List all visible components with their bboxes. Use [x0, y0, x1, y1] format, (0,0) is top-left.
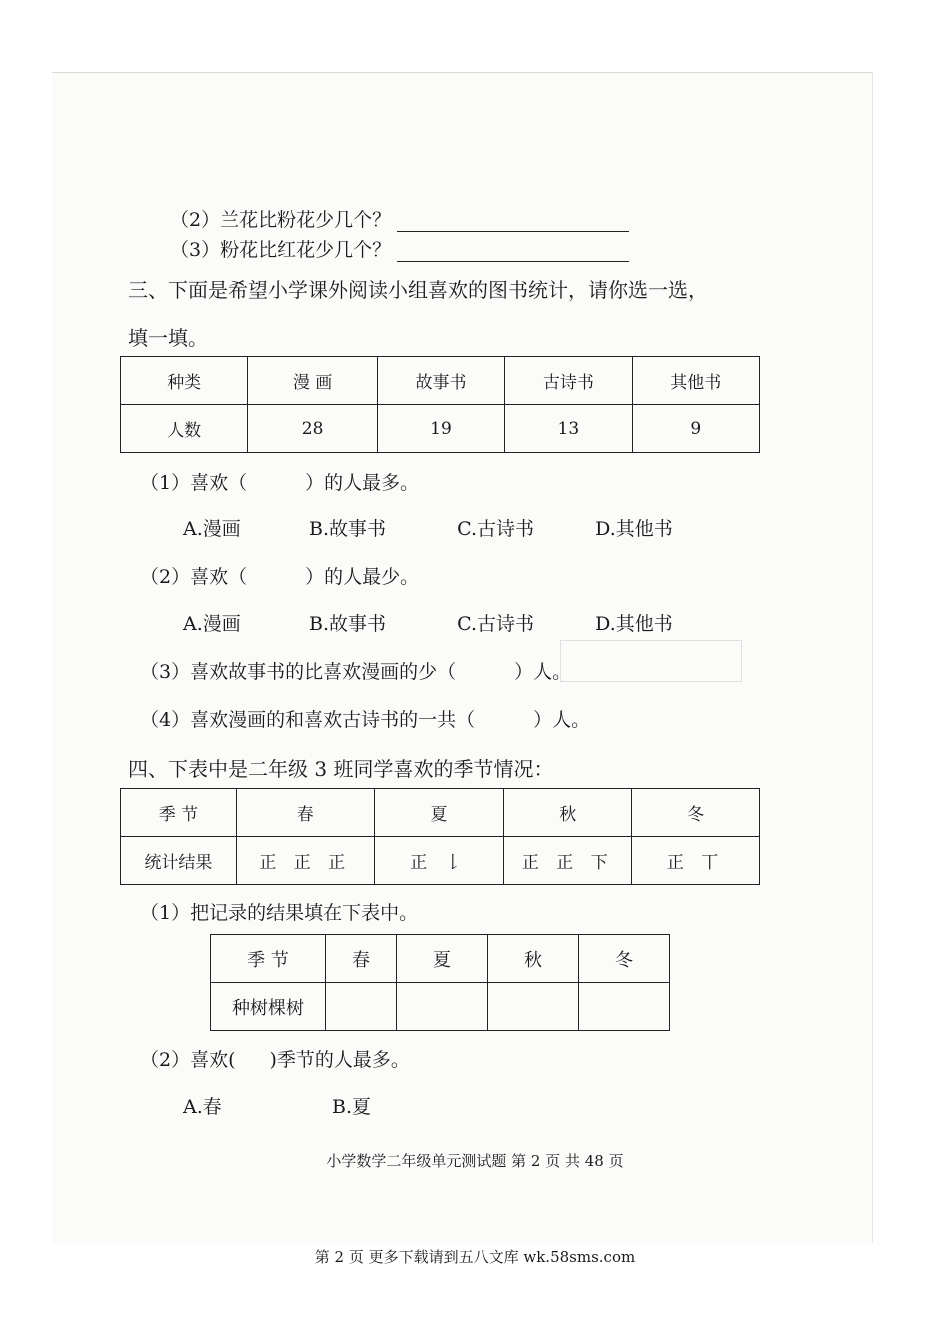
- q3-sub-2-options: [183, 609, 673, 636]
- table-header: 夏: [397, 935, 488, 983]
- table-header: 其他书: [632, 357, 759, 405]
- table-header: 春: [326, 935, 397, 983]
- option-b[interactable]: B.故事书: [309, 613, 387, 635]
- q4-sub-1: （1）把记录的结果填在下表中。: [140, 902, 419, 924]
- option-a[interactable]: A.漫画: [183, 613, 241, 635]
- table-header: 种类: [121, 357, 248, 405]
- option-b[interactable]: B.故事书: [309, 518, 387, 540]
- row-label: 人数: [121, 405, 248, 453]
- table-cell: 19: [377, 405, 504, 453]
- table-cell: 28: [248, 405, 377, 453]
- table-cell: 13: [505, 405, 632, 453]
- row-label: 种树棵树: [211, 983, 326, 1031]
- answer-cell[interactable]: [397, 983, 488, 1031]
- option-d[interactable]: D.其他书: [595, 613, 673, 635]
- q4-sub-2: （2）喜欢( )季节的人最多。: [140, 1049, 410, 1071]
- row-label: 统计结果: [121, 837, 237, 885]
- option-a[interactable]: A.春: [183, 1096, 222, 1118]
- tally-cell: 正 丅: [632, 837, 760, 885]
- q2-item-3: （3）粉花比红花少几个？: [170, 235, 629, 262]
- q3-sub-4: （4）喜欢漫画的和喜欢古诗书的一共（ ）人。: [140, 709, 591, 731]
- page-footer: 小学数学二年级单元测试题 第 2 页 共 48 页: [326, 1152, 624, 1170]
- table-header: 季 节: [121, 789, 237, 837]
- table-header: 冬: [632, 789, 760, 837]
- q3-sub-2: （2）喜欢（ ）的人最少。: [140, 566, 420, 588]
- option-b[interactable]: B.夏: [332, 1096, 372, 1118]
- table-header: 冬: [579, 935, 670, 983]
- q4-sub-2-options: [183, 1092, 371, 1119]
- option-c[interactable]: C.古诗书: [457, 518, 534, 540]
- q4-heading: 四、下表中是二年级 3 班同学喜欢的季节情况：: [128, 757, 554, 781]
- tally-cell: 正 𠄌: [374, 837, 504, 885]
- table-header: 古诗书: [505, 357, 632, 405]
- q3-sub-1-options: [183, 514, 673, 541]
- table-header: 故事书: [377, 357, 504, 405]
- q3-sub-3: （3）喜欢故事书的比喜欢漫画的少（ ）人。: [140, 661, 572, 683]
- answer-line[interactable]: [397, 213, 629, 232]
- tally-cell: 正 正 下: [504, 837, 632, 885]
- answer-line[interactable]: [397, 243, 629, 262]
- answer-cell[interactable]: [579, 983, 670, 1031]
- q2-item-2: （2）兰花比粉花少几个？: [170, 205, 629, 232]
- q3-sub-1: （1）喜欢（ ）的人最多。: [140, 472, 420, 494]
- table-header: 季 节: [211, 935, 326, 983]
- tally-cell: 正 正 正: [236, 837, 374, 885]
- option-c[interactable]: C.古诗书: [457, 613, 534, 635]
- q3-heading: 三、下面是希望小学课外阅读小组喜欢的图书统计，请你选一选，: [128, 278, 708, 302]
- table-header: 春: [236, 789, 374, 837]
- option-a[interactable]: A.漫画: [183, 518, 241, 540]
- answer-cell[interactable]: [326, 983, 397, 1031]
- table-cell: 9: [632, 405, 759, 453]
- table-header: 夏: [374, 789, 504, 837]
- season-fill-table: [210, 934, 670, 1031]
- option-d[interactable]: D.其他书: [595, 518, 673, 540]
- answer-cell[interactable]: [488, 983, 579, 1031]
- book-stats-table: [120, 356, 760, 453]
- season-tally-table: [120, 788, 760, 885]
- table-header: 秋: [504, 789, 632, 837]
- site-footer: 第 2 页 更多下载请到五八文库 wk.58sms.com: [314, 1248, 636, 1266]
- table-header: 秋: [488, 935, 579, 983]
- bleed-through-shadow: [560, 640, 742, 682]
- table-header: 漫 画: [248, 357, 377, 405]
- q3-heading-cont: 填一填。: [128, 326, 208, 350]
